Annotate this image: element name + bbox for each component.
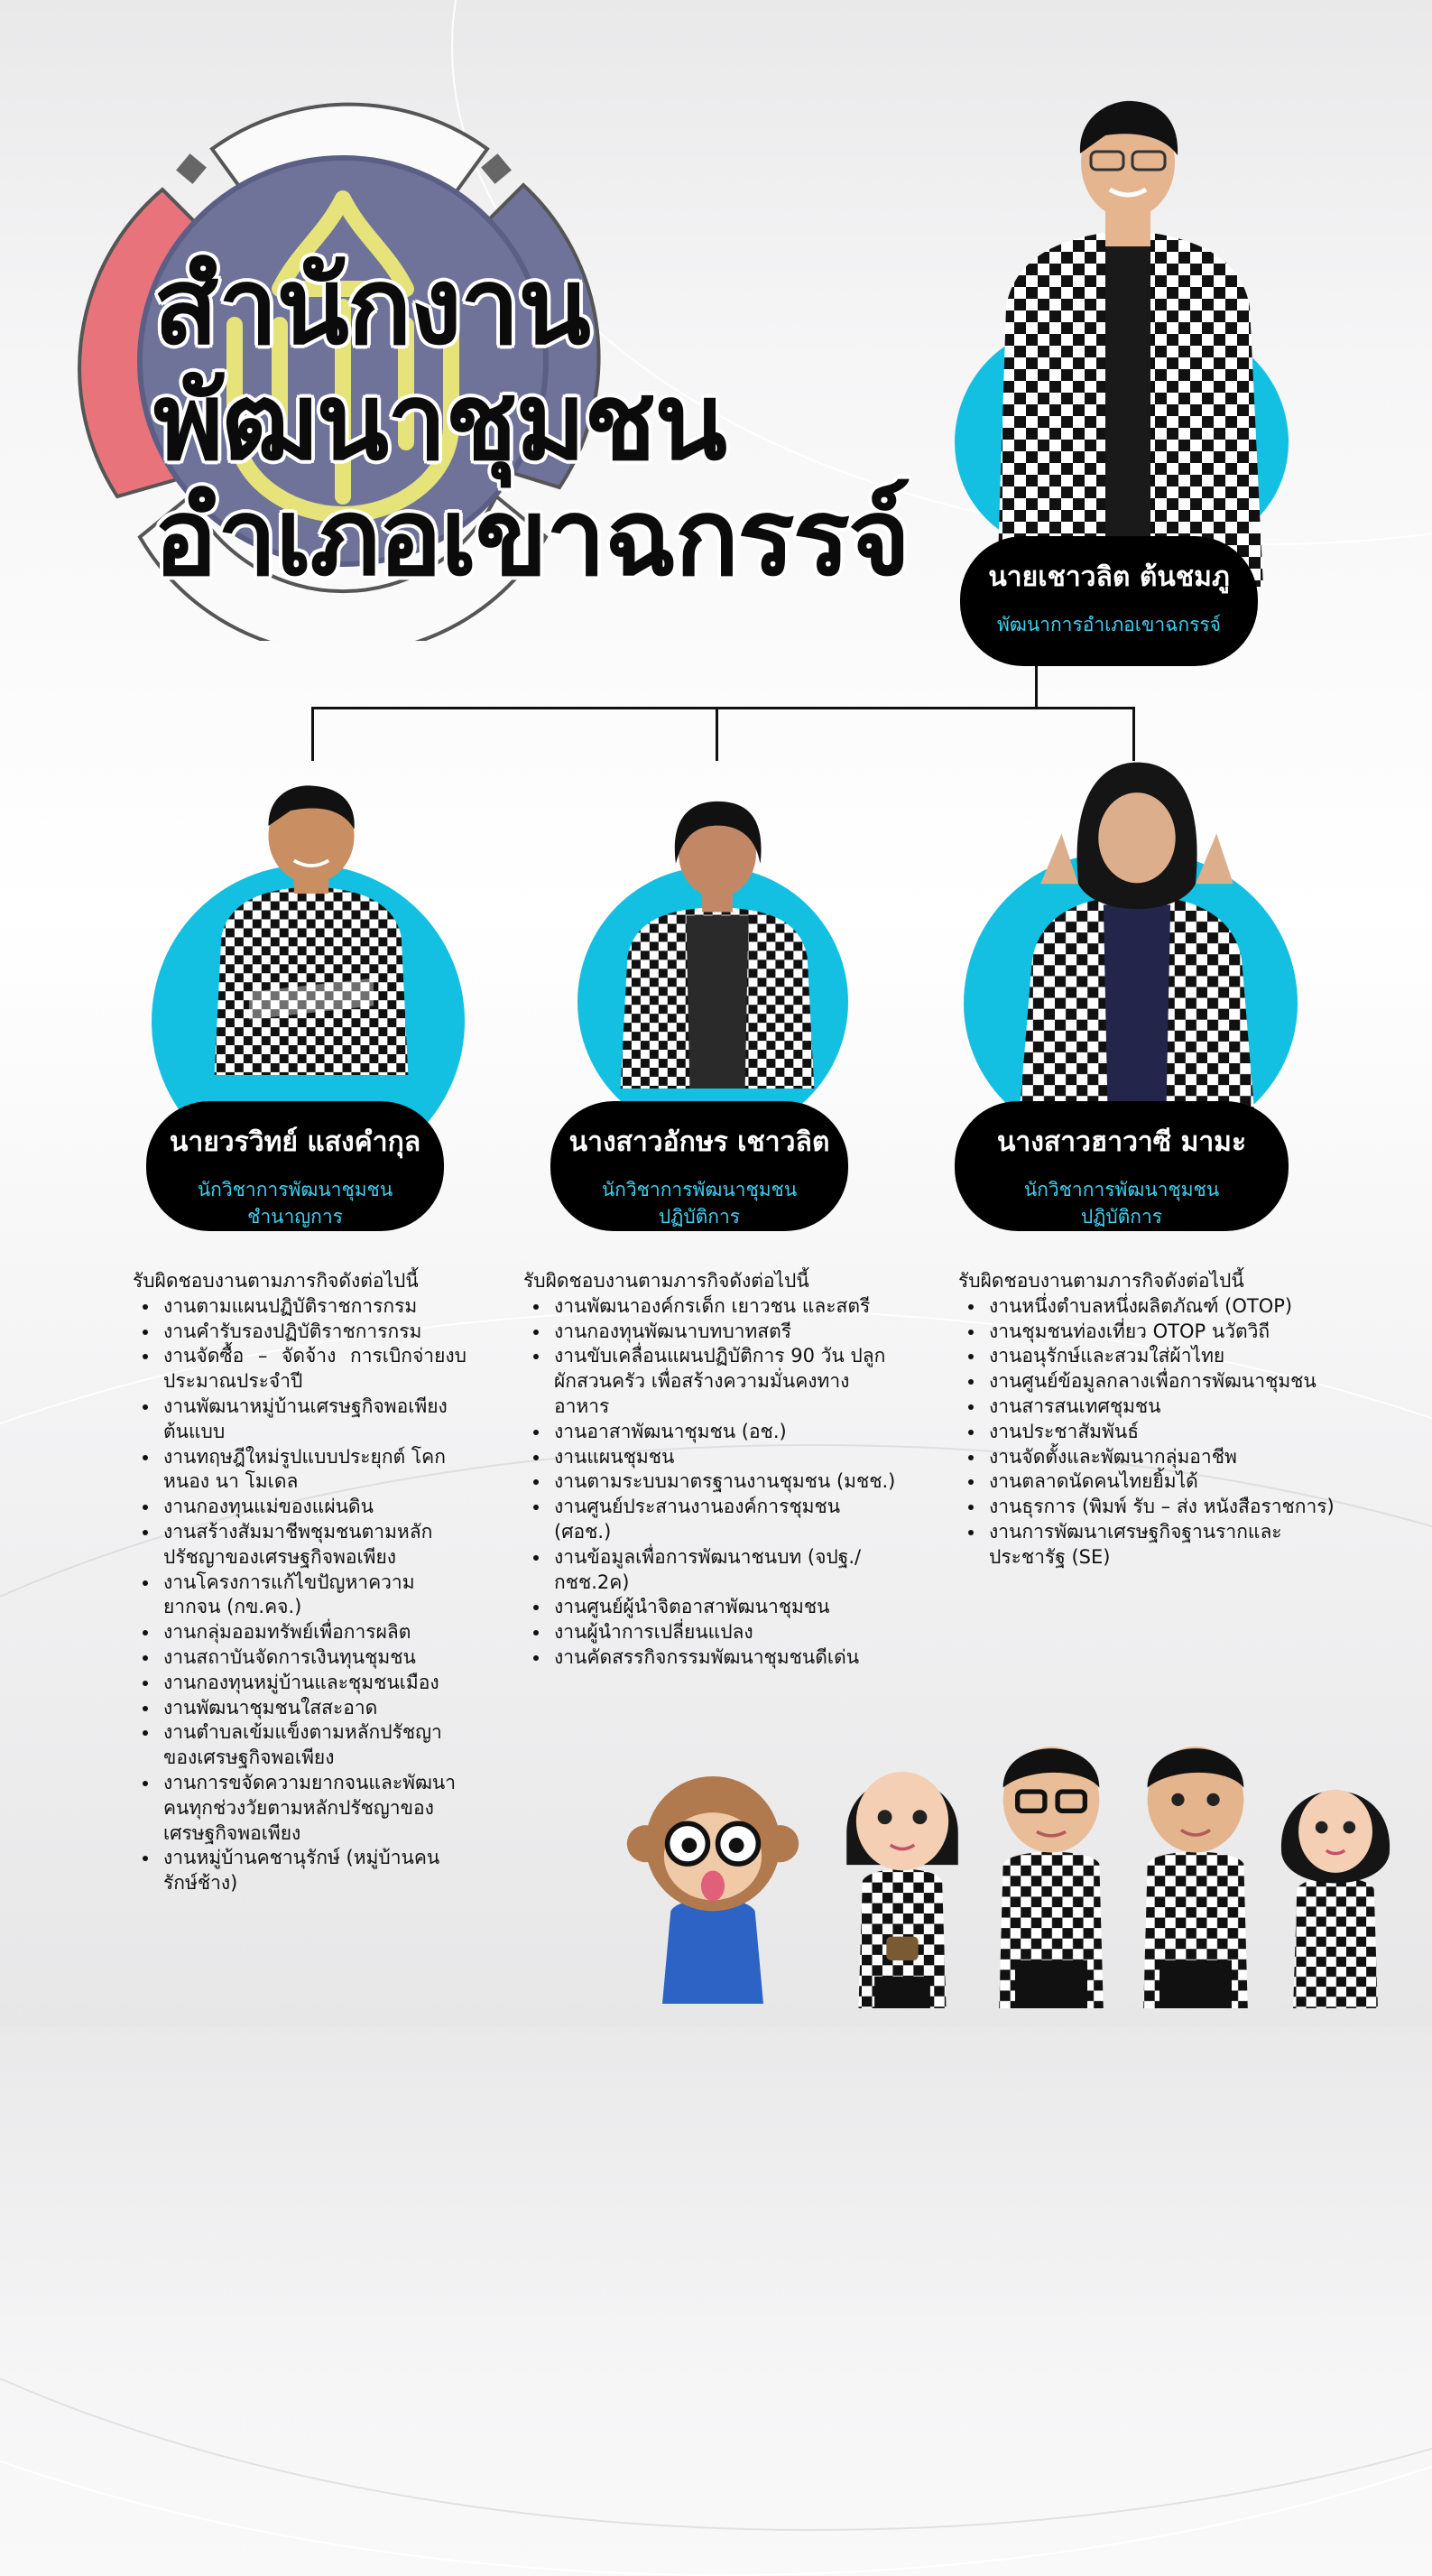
staff-1-portrait [208,749,415,1110]
title-line-3: อำเภอเขาฉกรรจ์ [153,475,910,599]
list-item: • งานการพัฒนาเศรษฐกิจฐานรากและประชารัฐ (SE) [985,1520,1337,1571]
list-item: • งานกองทุนหมู่บ้านและชุมชนเมือง [160,1671,467,1696]
female-hijab-cartoon-illustration [1263,1747,1408,2008]
list-item: • งานผู้นำการเปลี่ยนแปลง [550,1620,902,1645]
staff-2-name: นางสาวอักษร เชาวลิต [568,1126,830,1158]
list-item: • งานตำบลเข้มแข็งตามหลักปรัชญาของเศรษฐกิจพอเพียง [160,1720,467,1771]
head-role: พัฒนาการอำเภอเขาฉกรรจ์ [997,614,1221,635]
list-item: • งานกลุ่มออมทรัพย์เพื่อการผลิต [160,1620,467,1645]
staff-2-portrait [614,776,821,1110]
list-item: • งานพัฒนาชุมชนใสสะอาด [160,1696,467,1721]
list-item: • งานขับเคลื่อนแผนปฏิบัติการ 90 วัน ปลูกผักสวนครัว เพื่อสร้างความมั่นคงทางอาหาร [550,1344,902,1419]
staff-3-duties [958,1269,1337,1571]
staff-2-name-card [550,1101,848,1231]
male-cartoon-illustration [1119,1719,1272,2008]
staff-1-name-card [146,1101,444,1231]
list-item: • งานธุรการ (พิมพ์ รับ – ส่ง หนังสือราชการ) [985,1495,1337,1520]
head-portrait [979,99,1277,605]
list-item: • งานจัดตั้งและพัฒนากลุ่มอาชีพ [985,1445,1337,1470]
list-item: • งานข้อมูลเพื่อการพัฒนาชนบท (จปฐ./กชช.2ค) [550,1545,902,1596]
staff-3-name: นางสาวฮาวาซี มามะ [996,1126,1247,1158]
list-item: • งานชุมชนท่องเที่ยว OTOP นวัตวิถี [985,1320,1337,1345]
staff-1-duty-list [133,1294,467,1896]
title-line-2: พัฒนาชุมชน [153,359,725,484]
list-item: • งานคำรับรองปฏิบัติราชการกรม [160,1320,467,1345]
list-item: • งานหมู่บ้านคชานุรักษ์ (หมู่บ้านคนรักษ์ช้าง) [160,1846,467,1896]
list-item: • งานศูนย์ผู้นำจิตอาสาพัฒนาชุมชน [550,1595,902,1620]
list-item: • งานตามระบบมาตรฐานงานชุมชน (มชช.) [550,1469,902,1495]
list-item: • งานประชาสัมพันธ์ [985,1420,1337,1445]
list-item: • งานศูนย์ข้อมูลกลางเพื่อการพัฒนาชุมชน [985,1369,1337,1395]
head-name-card [960,536,1258,666]
list-item: • งานจัดซื้อ – จัดจ้าง การเบิกจ่ายงบประมาณประจำปี [160,1344,467,1395]
list-item: • งานสถาบันจัดการเงินทุนชุมชน [160,1645,467,1671]
office-title [153,244,965,599]
list-item: • งานหนึ่งตำบลหนึ่งผลิตภัณฑ์ (OTOP) [985,1294,1337,1320]
staff-2-duties [523,1269,902,1671]
monkey-mascot-illustration [623,1751,803,2004]
staff-1-duties-intro: รับผิดชอบงานตามภารกิจดังต่อไปนี้ [133,1270,419,1292]
staff-3-duty-list [958,1294,1337,1571]
title-line-1: สำนักงาน [153,244,589,368]
staff-1-role: นักวิชาการพัฒนาชุมชน ชำนาญการ [197,1179,393,1228]
staff-1-name: นายวรวิทย์ แสงคำกุล [169,1126,421,1158]
list-item: • งานสร้างสัมมาชีพชุมชนตามหลักปรัชญาของเศรษฐกิจพอเพียง [160,1520,467,1571]
female-cartoon-illustration [830,1737,975,2008]
staff-2-duty-list [523,1294,902,1671]
list-item: • งานตามแผนปฏิบัติราชการกรม [160,1294,467,1320]
staff-3-duties-intro: รับผิดชอบงานตามภารกิจดังต่อไปนี้ [958,1270,1244,1292]
org-connector-drop-3 [1132,707,1135,761]
list-item: • งานกองทุนพัฒนาบทบาทสตรี [550,1320,902,1345]
list-item: • งานทฤษฎีใหม่รูปแบบประยุกต์ โคก หนอง นา โมเดล [160,1445,467,1496]
list-item: • งานอาสาพัฒนาชุมชน (อช.) [550,1420,902,1445]
list-item: • งานอนุรักษ์และสวมใส่ผ้าไทย [985,1344,1337,1369]
staff-1-duties [133,1269,467,1896]
org-connector-vertical-head [1035,666,1038,709]
org-connector-horizontal [311,707,1135,709]
head-name: นายเชาวลิต ต้นชมภู [988,561,1230,593]
list-item: • งานพัฒนาองค์กรเด็ก เยาวชน และสตรี [550,1294,902,1320]
org-connector-drop-2 [716,707,718,761]
staff-3-role: นักวิชาการพัฒนาชุมชน ปฏิบัติการ [1023,1179,1220,1228]
list-item: • งานกองทุนแม่ของแผ่นดิน [160,1495,467,1520]
list-item: • งานโครงการแก้ไขปัญหาความยากจน (กข.คจ.) [160,1571,467,1621]
list-item: • งานศูนย์ประสานงานองค์การชุมชน (ศอช.) [550,1495,902,1545]
list-item: • งานสารสนเทศชุมชน [985,1395,1337,1420]
list-item: • งานแผนชุมชน [550,1445,902,1470]
staff-2-role: นักวิชาการพัฒนาชุมชน ปฏิบัติการ [601,1179,798,1228]
staff-3-name-card [955,1101,1289,1231]
list-item: • งานการขจัดความยากจนและพัฒนาคนทุกช่วงวัยตามหลักปรัชญาของเศรษฐกิจพอเพียง [160,1771,467,1846]
list-item: • งานคัดสรรกิจกรรมพัฒนาชุมชนดีเด่น [550,1645,902,1671]
list-item: • งานตลาดนัดคนไทยยิ้มได้ [985,1469,1337,1495]
male-glasses-cartoon-illustration [975,1719,1128,2008]
list-item: • งานพัฒนาหมู่บ้านเศรษฐกิจพอเพียงต้นแบบ [160,1395,467,1445]
staff-3-portrait [997,758,1277,1110]
staff-2-duties-intro: รับผิดชอบงานตามภารกิจดังต่อไปนี้ [523,1270,809,1292]
